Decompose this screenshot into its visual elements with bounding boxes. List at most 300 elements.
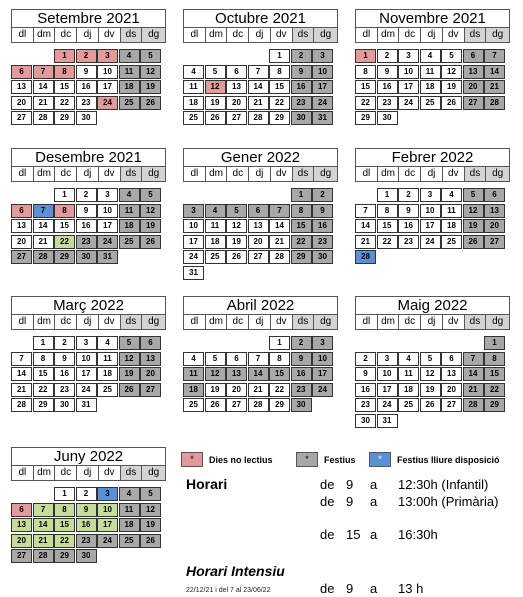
weekday-dl: dl bbox=[356, 167, 378, 181]
day-cell: 21 bbox=[33, 235, 54, 249]
day-cell: 12 bbox=[226, 219, 247, 233]
day-cell: 16 bbox=[377, 80, 398, 94]
day-cell: 21 bbox=[355, 235, 376, 249]
day-cell: 24 bbox=[312, 96, 333, 110]
month-title: Maig 2022 bbox=[355, 296, 510, 314]
day-cell: 31 bbox=[377, 414, 398, 428]
month-title: Abril 2022 bbox=[183, 296, 338, 314]
day-cell: 6 bbox=[11, 503, 32, 517]
horari-row-2 bbox=[320, 494, 520, 510]
day-cell: 1 bbox=[355, 49, 376, 63]
day-cell: 8 bbox=[355, 65, 376, 79]
day-cell: 30 bbox=[355, 414, 376, 428]
weekday-dv: dv bbox=[99, 167, 121, 181]
day-cell: 29 bbox=[269, 398, 290, 412]
day-cell: 14 bbox=[269, 219, 290, 233]
day-cell: 14 bbox=[463, 367, 484, 381]
day-cell: 31 bbox=[97, 250, 118, 264]
day-cell: 2 bbox=[312, 188, 333, 202]
day-cell: 6 bbox=[11, 204, 32, 218]
day-cell: 20 bbox=[11, 534, 32, 548]
day-cell: 10 bbox=[183, 219, 204, 233]
day-cell: 16 bbox=[291, 367, 312, 381]
month-title: Desembre 2021 bbox=[11, 148, 166, 166]
weekday-dm: dm bbox=[34, 315, 56, 329]
month-2022-02 bbox=[355, 148, 510, 288]
weekday-ds: ds bbox=[293, 315, 315, 329]
day-cell: 1 bbox=[269, 49, 290, 63]
day-cell: 3 bbox=[97, 487, 118, 501]
day-cell: 10 bbox=[76, 352, 97, 366]
weekday-dm: dm bbox=[34, 466, 56, 480]
day-cell: 27 bbox=[11, 549, 32, 563]
day-cell: 4 bbox=[97, 336, 118, 350]
day-cell: 24 bbox=[183, 250, 204, 264]
day-cell: 23 bbox=[377, 96, 398, 110]
day-cell: 17 bbox=[420, 219, 441, 233]
day-cell: 16 bbox=[312, 219, 333, 233]
weekday-dl: dl bbox=[12, 28, 34, 42]
day-cell: 19 bbox=[119, 367, 140, 381]
day-cell: 26 bbox=[140, 96, 161, 110]
weekday-dl: dl bbox=[356, 28, 378, 42]
day-cell: 17 bbox=[377, 383, 398, 397]
day-cell: 8 bbox=[269, 65, 290, 79]
day-cell: 11 bbox=[441, 204, 462, 218]
day-cell: 20 bbox=[11, 96, 32, 110]
legend-festius bbox=[296, 451, 356, 468]
day-cell: 28 bbox=[33, 250, 54, 264]
day-cell: 4 bbox=[119, 188, 140, 202]
weekday-dg: dg bbox=[314, 167, 337, 181]
day-cell: 18 bbox=[119, 518, 140, 532]
day-cell: 12 bbox=[119, 352, 140, 366]
day-cell: 25 bbox=[205, 250, 226, 264]
day-cell: 23 bbox=[76, 235, 97, 249]
day-cell: 3 bbox=[312, 336, 333, 350]
day-cell: 10 bbox=[377, 367, 398, 381]
day-cell: 28 bbox=[463, 398, 484, 412]
month-title: Gener 2022 bbox=[183, 148, 338, 166]
month-2022-01 bbox=[183, 148, 338, 288]
weekday-dc: dc bbox=[399, 315, 421, 329]
weekday-ds: ds bbox=[121, 466, 143, 480]
day-cell: 23 bbox=[54, 383, 75, 397]
day-cell: 20 bbox=[463, 80, 484, 94]
day-cell: 30 bbox=[76, 549, 97, 563]
weekday-header bbox=[11, 27, 166, 43]
day-cell: 18 bbox=[119, 80, 140, 94]
day-cell: 1 bbox=[291, 188, 312, 202]
day-cell: 9 bbox=[398, 204, 419, 218]
weekday-header bbox=[183, 27, 338, 43]
day-cell: 29 bbox=[54, 250, 75, 264]
day-cell: 23 bbox=[398, 235, 419, 249]
month-title: Octubre 2021 bbox=[183, 9, 338, 27]
month-grid bbox=[355, 188, 510, 288]
day-cell: 4 bbox=[441, 188, 462, 202]
weekday-ds: ds bbox=[465, 315, 487, 329]
day-cell: 24 bbox=[97, 235, 118, 249]
legend-blue-swatch: * bbox=[369, 452, 391, 467]
day-cell: 28 bbox=[33, 111, 54, 125]
day-cell: 7 bbox=[355, 204, 376, 218]
day-cell: 27 bbox=[140, 383, 161, 397]
day-cell: 18 bbox=[398, 383, 419, 397]
day-cell: 23 bbox=[291, 96, 312, 110]
day-cell: 23 bbox=[312, 235, 333, 249]
day-cell: 3 bbox=[377, 352, 398, 366]
day-cell: 4 bbox=[119, 49, 140, 63]
day-cell: 20 bbox=[248, 235, 269, 249]
horari-row-1-a: a bbox=[370, 477, 378, 492]
day-cell: 13 bbox=[248, 219, 269, 233]
day-cell: 13 bbox=[11, 518, 32, 532]
weekday-header bbox=[11, 314, 166, 330]
day-cell: 15 bbox=[355, 80, 376, 94]
day-cell: 11 bbox=[420, 65, 441, 79]
day-cell: 2 bbox=[377, 49, 398, 63]
day-cell: 10 bbox=[312, 65, 333, 79]
day-cell: 7 bbox=[248, 352, 269, 366]
day-cell: 3 bbox=[420, 188, 441, 202]
horari-row-3-a: a bbox=[370, 527, 378, 542]
day-cell: 26 bbox=[140, 235, 161, 249]
month-title: Novembre 2021 bbox=[355, 9, 510, 27]
weekday-dv: dv bbox=[99, 315, 121, 329]
day-cell: 30 bbox=[312, 250, 333, 264]
day-cell: 19 bbox=[463, 219, 484, 233]
day-cell: 29 bbox=[484, 398, 505, 412]
day-cell: 25 bbox=[183, 111, 204, 125]
day-cell: 2 bbox=[54, 336, 75, 350]
weekday-header bbox=[355, 27, 510, 43]
weekday-dc: dc bbox=[55, 315, 77, 329]
day-cell: 18 bbox=[441, 219, 462, 233]
horari-row-2-from: 9 bbox=[346, 494, 354, 509]
day-cell: 12 bbox=[140, 204, 161, 218]
day-cell: 24 bbox=[377, 398, 398, 412]
day-cell: 16 bbox=[291, 80, 312, 94]
day-cell: 27 bbox=[226, 398, 247, 412]
month-title: Febrer 2022 bbox=[355, 148, 510, 166]
day-cell: 13 bbox=[484, 204, 505, 218]
horari-intensiu-from: 9 bbox=[346, 581, 354, 596]
day-cell: 25 bbox=[183, 398, 204, 412]
month-title: Març 2022 bbox=[11, 296, 166, 314]
weekday-dm: dm bbox=[34, 167, 56, 181]
weekday-header bbox=[355, 166, 510, 182]
day-cell: 5 bbox=[205, 65, 226, 79]
horari-row-2-to: 13:00h (Primària) bbox=[398, 494, 499, 509]
day-cell: 11 bbox=[398, 367, 419, 381]
day-cell: 16 bbox=[355, 383, 376, 397]
day-cell: 21 bbox=[11, 383, 32, 397]
weekday-ds: ds bbox=[121, 28, 143, 42]
day-cell: 30 bbox=[76, 250, 97, 264]
day-cell: 6 bbox=[11, 65, 32, 79]
day-cell: 19 bbox=[205, 96, 226, 110]
month-grid bbox=[11, 49, 166, 149]
day-cell: 25 bbox=[119, 235, 140, 249]
day-cell: 21 bbox=[33, 534, 54, 548]
day-cell: 10 bbox=[312, 352, 333, 366]
day-cell: 10 bbox=[420, 204, 441, 218]
day-cell: 15 bbox=[377, 219, 398, 233]
day-cell: 15 bbox=[54, 80, 75, 94]
day-cell: 15 bbox=[291, 219, 312, 233]
weekday-dm: dm bbox=[378, 167, 400, 181]
day-cell: 1 bbox=[269, 336, 290, 350]
weekday-dl: dl bbox=[184, 28, 206, 42]
weekday-dl: dl bbox=[12, 315, 34, 329]
day-cell: 22 bbox=[484, 383, 505, 397]
weekday-dj: dj bbox=[421, 167, 443, 181]
day-cell: 14 bbox=[248, 367, 269, 381]
weekday-dl: dl bbox=[12, 167, 34, 181]
day-cell: 29 bbox=[33, 398, 54, 412]
day-cell: 3 bbox=[97, 49, 118, 63]
day-cell: 7 bbox=[269, 204, 290, 218]
day-cell: 5 bbox=[441, 49, 462, 63]
day-cell: 5 bbox=[463, 188, 484, 202]
day-cell: 17 bbox=[97, 219, 118, 233]
weekday-dc: dc bbox=[55, 466, 77, 480]
day-cell: 5 bbox=[140, 49, 161, 63]
day-cell: 6 bbox=[463, 49, 484, 63]
day-cell: 4 bbox=[119, 487, 140, 501]
weekday-dv: dv bbox=[271, 28, 293, 42]
day-cell: 18 bbox=[420, 80, 441, 94]
day-cell: 12 bbox=[463, 204, 484, 218]
day-cell: 1 bbox=[33, 336, 54, 350]
day-cell: 26 bbox=[463, 235, 484, 249]
day-cell: 18 bbox=[205, 235, 226, 249]
weekday-dj: dj bbox=[77, 28, 99, 42]
day-cell: 4 bbox=[183, 352, 204, 366]
day-cell: 13 bbox=[463, 65, 484, 79]
day-cell: 23 bbox=[76, 96, 97, 110]
day-cell: 26 bbox=[441, 96, 462, 110]
weekday-dv: dv bbox=[99, 466, 121, 480]
legend-lliure-label: Festius lliure disposició bbox=[397, 454, 500, 465]
day-cell: 30 bbox=[291, 398, 312, 412]
horari-intensiu-de: de bbox=[320, 581, 335, 596]
month-grid bbox=[183, 49, 338, 149]
day-cell: 14 bbox=[355, 219, 376, 233]
horari-row-3 bbox=[320, 527, 520, 543]
day-cell: 19 bbox=[140, 518, 161, 532]
day-cell: 2 bbox=[76, 49, 97, 63]
day-cell: 8 bbox=[33, 352, 54, 366]
day-cell: 15 bbox=[269, 80, 290, 94]
weekday-dm: dm bbox=[34, 28, 56, 42]
day-cell: 9 bbox=[312, 204, 333, 218]
day-cell: 2 bbox=[76, 188, 97, 202]
weekday-dj: dj bbox=[421, 315, 443, 329]
day-cell: 27 bbox=[11, 111, 32, 125]
horari-intensiu-to: 13 h bbox=[398, 581, 424, 596]
day-cell: 31 bbox=[312, 111, 333, 125]
day-cell: 10 bbox=[97, 204, 118, 218]
legend-lliure bbox=[369, 451, 500, 468]
day-cell: 2 bbox=[291, 336, 312, 350]
day-cell: 29 bbox=[355, 111, 376, 125]
day-cell: 3 bbox=[97, 188, 118, 202]
day-cell: 11 bbox=[183, 80, 204, 94]
day-cell: 22 bbox=[377, 235, 398, 249]
day-cell: 20 bbox=[11, 235, 32, 249]
day-cell: 16 bbox=[76, 80, 97, 94]
day-cell: 19 bbox=[226, 235, 247, 249]
month-grid bbox=[355, 49, 510, 149]
day-cell: 19 bbox=[140, 80, 161, 94]
day-cell: 26 bbox=[420, 398, 441, 412]
day-cell: 19 bbox=[140, 219, 161, 233]
day-cell: 12 bbox=[420, 367, 441, 381]
day-cell: 26 bbox=[205, 398, 226, 412]
day-cell: 14 bbox=[33, 219, 54, 233]
weekday-dc: dc bbox=[227, 28, 249, 42]
weekday-ds: ds bbox=[293, 28, 315, 42]
day-cell: 8 bbox=[269, 352, 290, 366]
day-cell: 26 bbox=[140, 534, 161, 548]
day-cell: 30 bbox=[54, 398, 75, 412]
day-cell: 4 bbox=[205, 204, 226, 218]
horari-row-1-to: 12:30h (Infantil) bbox=[398, 477, 489, 492]
weekday-dg: dg bbox=[142, 28, 165, 42]
day-cell: 22 bbox=[269, 383, 290, 397]
month-grid bbox=[183, 188, 338, 288]
day-cell: 10 bbox=[97, 65, 118, 79]
day-cell: 27 bbox=[226, 111, 247, 125]
day-cell: 12 bbox=[441, 65, 462, 79]
day-cell: 17 bbox=[398, 80, 419, 94]
day-cell: 6 bbox=[248, 204, 269, 218]
horari-row-2-de: de bbox=[320, 494, 335, 509]
day-cell: 5 bbox=[205, 352, 226, 366]
day-cell: 21 bbox=[248, 96, 269, 110]
day-cell: 10 bbox=[398, 65, 419, 79]
day-cell: 5 bbox=[420, 352, 441, 366]
day-cell: 16 bbox=[76, 219, 97, 233]
weekday-dv: dv bbox=[271, 167, 293, 181]
day-cell: 7 bbox=[484, 49, 505, 63]
day-cell: 1 bbox=[54, 487, 75, 501]
day-cell: 30 bbox=[377, 111, 398, 125]
weekday-dc: dc bbox=[227, 315, 249, 329]
day-cell: 1 bbox=[484, 336, 505, 350]
day-cell: 17 bbox=[183, 235, 204, 249]
weekday-ds: ds bbox=[465, 167, 487, 181]
weekday-dj: dj bbox=[77, 466, 99, 480]
day-cell: 29 bbox=[54, 549, 75, 563]
day-cell: 11 bbox=[205, 219, 226, 233]
weekday-ds: ds bbox=[465, 28, 487, 42]
day-cell: 19 bbox=[441, 80, 462, 94]
weekday-dv: dv bbox=[443, 315, 465, 329]
horari-intensiu-title: Horari Intensiu bbox=[186, 563, 285, 579]
day-cell: 23 bbox=[355, 398, 376, 412]
day-cell: 9 bbox=[377, 65, 398, 79]
weekday-dv: dv bbox=[443, 28, 465, 42]
day-cell: 6 bbox=[484, 188, 505, 202]
day-cell: 14 bbox=[33, 518, 54, 532]
day-cell: 18 bbox=[97, 367, 118, 381]
weekday-dj: dj bbox=[249, 315, 271, 329]
day-cell: 18 bbox=[119, 219, 140, 233]
day-cell: 2 bbox=[355, 352, 376, 366]
day-cell: 22 bbox=[355, 96, 376, 110]
day-cell: 6 bbox=[226, 352, 247, 366]
day-cell: 24 bbox=[398, 96, 419, 110]
weekday-dc: dc bbox=[399, 28, 421, 42]
weekday-dm: dm bbox=[206, 315, 228, 329]
day-cell: 18 bbox=[183, 96, 204, 110]
day-cell: 29 bbox=[269, 111, 290, 125]
horari-row-3-to: 16:30h bbox=[398, 527, 438, 542]
day-cell: 3 bbox=[312, 49, 333, 63]
day-cell: 5 bbox=[119, 336, 140, 350]
day-cell: 8 bbox=[377, 204, 398, 218]
weekday-header bbox=[11, 166, 166, 182]
weekday-dv: dv bbox=[271, 315, 293, 329]
month-grid bbox=[355, 336, 510, 436]
weekday-dv: dv bbox=[443, 167, 465, 181]
day-cell: 21 bbox=[33, 96, 54, 110]
day-cell: 7 bbox=[11, 352, 32, 366]
weekday-dg: dg bbox=[314, 315, 337, 329]
day-cell: 8 bbox=[54, 503, 75, 517]
month-2022-05 bbox=[355, 296, 510, 436]
day-cell: 12 bbox=[205, 80, 226, 94]
weekday-dl: dl bbox=[184, 315, 206, 329]
day-cell: 21 bbox=[484, 80, 505, 94]
weekday-dm: dm bbox=[206, 28, 228, 42]
weekday-dg: dg bbox=[486, 167, 509, 181]
day-cell: 7 bbox=[33, 65, 54, 79]
day-cell: 11 bbox=[119, 503, 140, 517]
day-cell: 20 bbox=[484, 219, 505, 233]
horari-intensiu-note: 22/12/21 i del 7 al 23/06/22 bbox=[186, 587, 271, 594]
day-cell: 22 bbox=[54, 534, 75, 548]
weekday-dj: dj bbox=[249, 28, 271, 42]
month-2021-12 bbox=[11, 148, 166, 288]
legend-red-swatch: * bbox=[181, 452, 203, 467]
day-cell: 17 bbox=[97, 518, 118, 532]
day-cell: 15 bbox=[54, 518, 75, 532]
day-cell: 2 bbox=[291, 49, 312, 63]
day-cell: 15 bbox=[54, 219, 75, 233]
horari-intensiu-row bbox=[320, 581, 520, 597]
month-title: Juny 2022 bbox=[11, 447, 166, 465]
day-cell: 17 bbox=[97, 80, 118, 94]
day-cell: 6 bbox=[140, 336, 161, 350]
day-cell: 3 bbox=[183, 204, 204, 218]
day-cell: 16 bbox=[54, 367, 75, 381]
day-cell: 25 bbox=[398, 398, 419, 412]
day-cell: 25 bbox=[420, 96, 441, 110]
weekday-ds: ds bbox=[293, 167, 315, 181]
weekday-dm: dm bbox=[206, 167, 228, 181]
day-cell: 20 bbox=[226, 383, 247, 397]
month-2022-03 bbox=[11, 296, 166, 436]
weekday-header bbox=[355, 314, 510, 330]
day-cell: 18 bbox=[183, 383, 204, 397]
weekday-dj: dj bbox=[421, 28, 443, 42]
day-cell: 28 bbox=[11, 398, 32, 412]
day-cell: 12 bbox=[140, 65, 161, 79]
